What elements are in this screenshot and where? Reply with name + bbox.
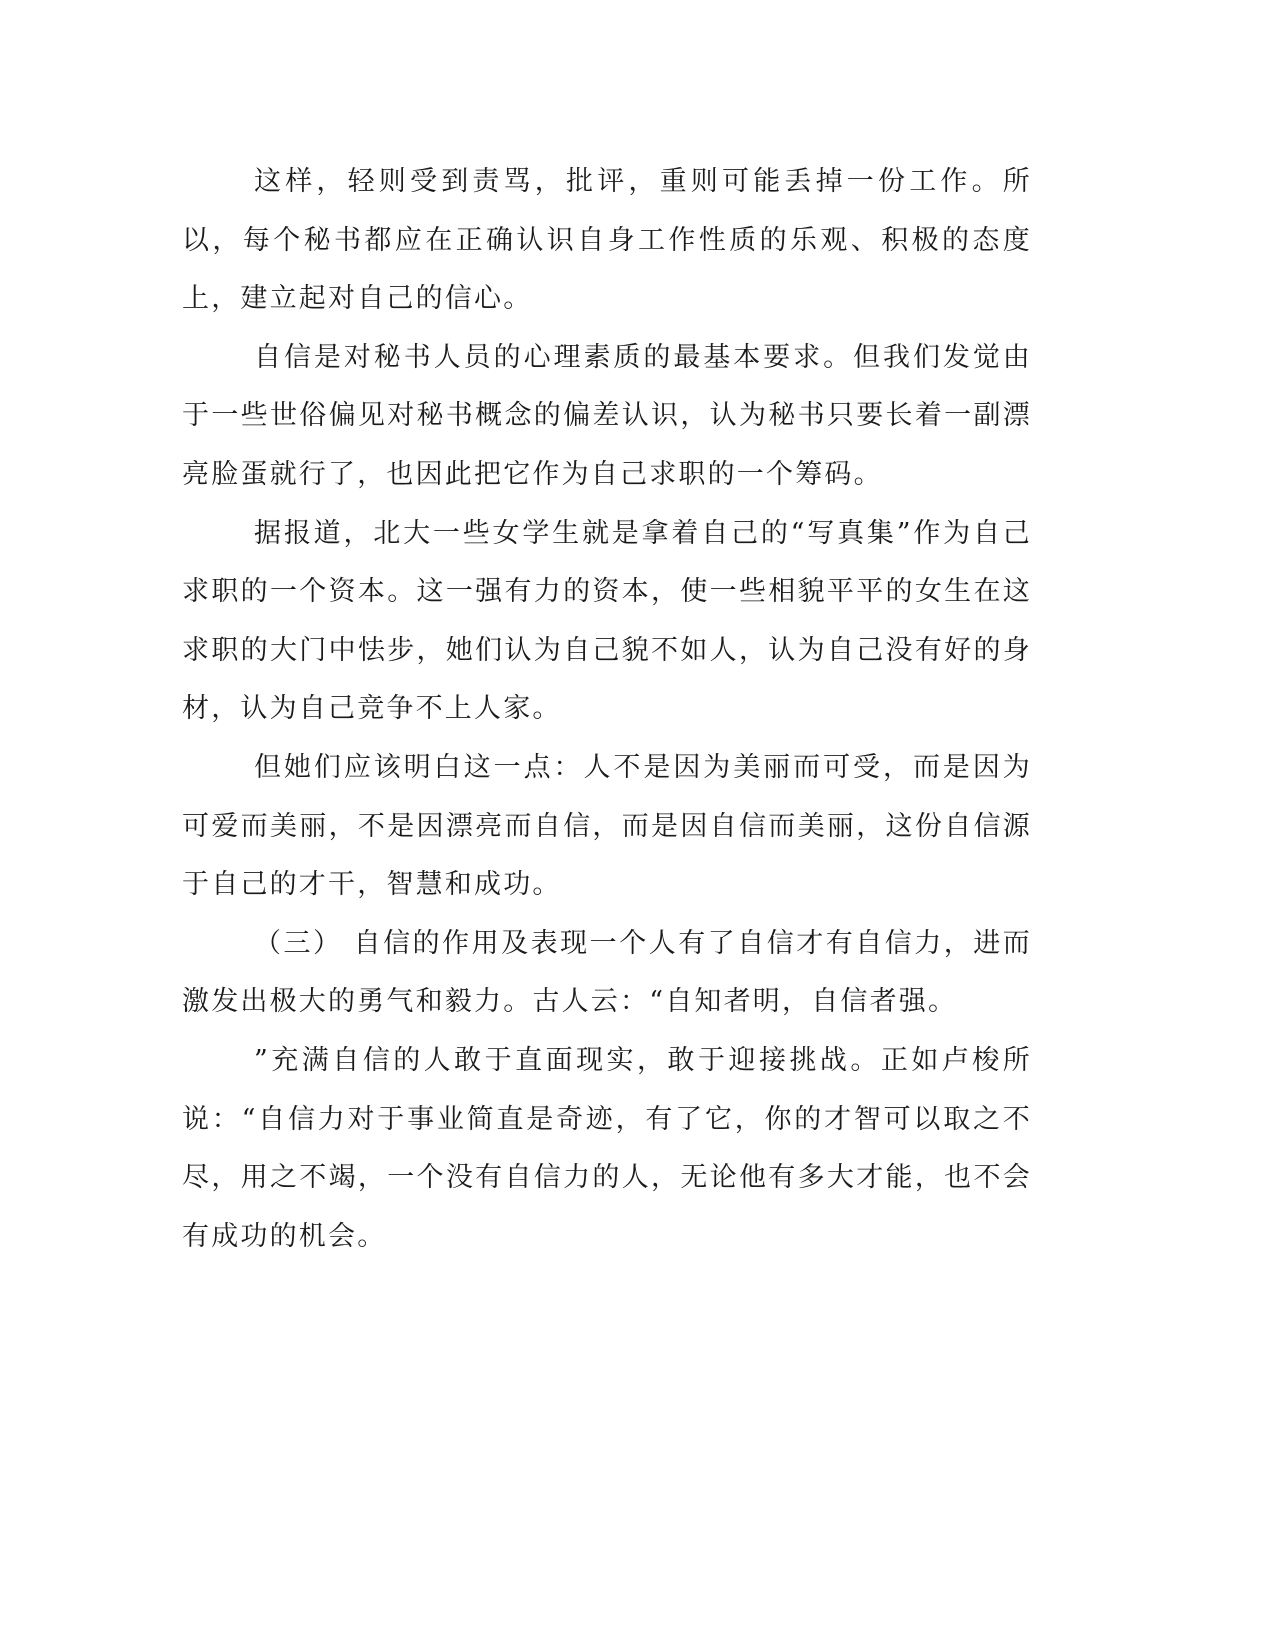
- paragraph-2: 自信是对秘书人员的心理素质的最基本要求。但我们发觉由于一些世俗偏见对秘书概念的偏差认识，认为秘书只要长着一副漂亮脸蛋就行了，也因此把它作为自己求职的一个筹码。: [182, 341, 1032, 490]
- paragraph-4: 但她们应该明白这一点：人不是因为美丽而可受，而是因为可爱而美丽，不是因漂亮而自信，而是因自信而美丽，这份自信源于自己的才干，智慧和成功。: [182, 751, 1032, 901]
- paragraph-5: （三） 自信的作用及表现一个人有了自信才有自信力，进而激发出极大的勇气和毅力。古人云：“自知者明，自信者强。: [182, 927, 1032, 1018]
- paragraph-3: 据报道，北大一些女学生就是拿着自己的“写真集”作为自己求职的一个资本。这一强有力的资本，使一些相貌平平的女生在这求职的大门中怯步，她们认为自己貌不如人，认为自己没有好的身材，认为自己竞争不上人家。: [182, 517, 1032, 725]
- paragraph-1: 这样，轻则受到责骂，批评，重则可能丢掉一份工作。所以，每个秘书都应在正确认识自身工作性质的乐观、积极的态度上，建立起对自己的信心。: [182, 166, 1032, 315]
- paragraph-6: ”充满自信的人敢于直面现实，敢于迎接挑战。正如卢梭所说：“自信力对于事业简直是奇迹，有了它，你的才智可以取之不尽，用之不竭，一个没有自信力的人，无论他有多大才能，也不会有成功的机会。: [182, 1044, 1032, 1252]
- body-text: [182, 153, 1032, 1266]
